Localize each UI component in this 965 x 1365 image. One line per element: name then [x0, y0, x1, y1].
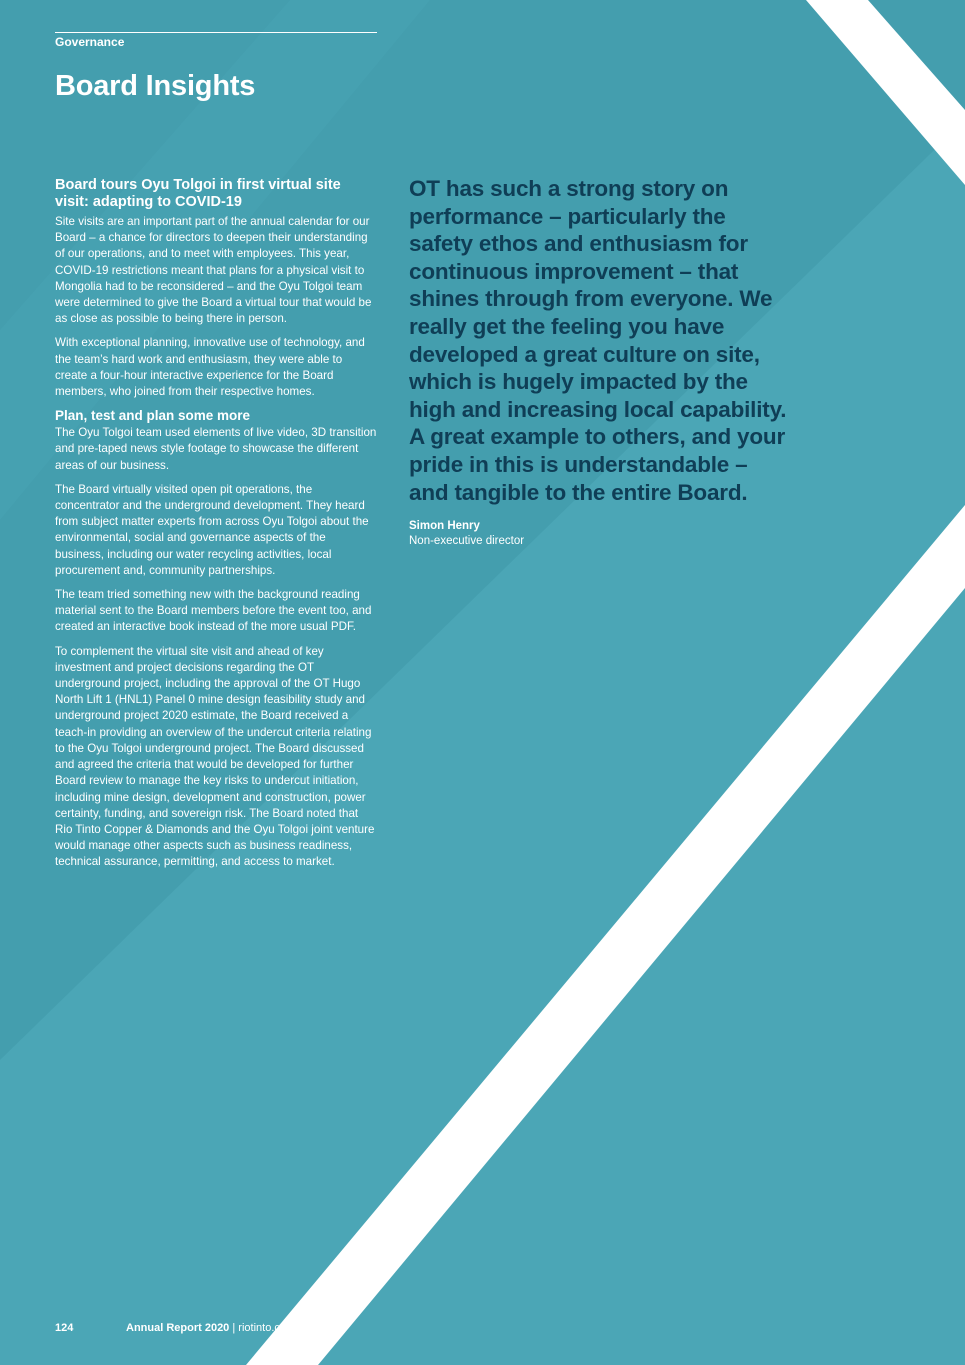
article-heading: Board tours Oyu Tolgoi in first virtual site visit: adapting to COVID-19 — [55, 177, 341, 210]
article-paragraph: With exceptional planning, innovative use of technology, and the team’s hard work and enthusiasm, they were able to create a four-hour interactive experience for the Board members, who joined from their respective homes. — [55, 336, 365, 399]
article-subheading: Plan, test and plan some more — [55, 408, 251, 424]
website-link[interactable]: riotinto.com — [238, 1322, 296, 1334]
page-number: 124 — [55, 1322, 74, 1334]
article-paragraph: Site visits are an important part of the annual calendar for our Board – a chance for directors to deepen their understanding of our operations, and to meet with employees. This year, COVID-19 restrictions meant that plans for a physical visit to Mongolia had to be reconsidered – and the Oyu Tolgoi team were determined to give the Board a virtual tour that would be as close as possible to being there in person. — [55, 215, 372, 326]
article-paragraph: The Oyu Tolgoi team used elements of live video, 3D transition and pre-taped news style footage to showcase the different areas of our business. — [55, 426, 377, 472]
article-column — [55, 177, 377, 879]
quote-text: OT has such a strong story on performance – particularly the safety ethos and enthusiasm for continuous improvement – that shines through from everyone. We really get the feeling you have developed a great culture on site, which is hugely impacted by the high and increasing local capability. A great example to others, and your pride in this is understandable – and tangible to the entire Board. — [409, 176, 787, 505]
article-paragraph: The Board virtually visited open pit operations, the concentrator and the underground development. They heard from subject matter experts from across Oyu Tolgoi about the environmental, social and governance aspects of the business, including our water recycling activities, local procurement and, community partnerships. — [55, 482, 369, 577]
section-label: Governance — [55, 35, 125, 49]
article-paragraph: The team tried something new with the background reading material sent to the Board members before the event too, and created an interactive book instead of the more usual PDF. — [55, 588, 372, 634]
quote-author-role: Non-executive director — [409, 535, 525, 548]
footer-separator: | — [229, 1322, 239, 1334]
quote-author: Simon Henry — [409, 520, 480, 533]
page-title: Board Insights — [55, 70, 256, 102]
footer-publication — [126, 1322, 295, 1334]
article-paragraph: To complement the virtual site visit and ahead of key investment and project decisions regarding the OT underground project, including the approval of the OT Hugo North Lift 1 (HNL1) Panel 0 mine design feasibility study and underground project 2020 estimate, the Board received a teach-in providing an overview of the undercut criteria relating to the Oyu Tolgoi underground project. The Board discussed and agreed the criteria that would be developed for further Board review to manage the key risks to undercut initiation, including mine design, development and construction, power certainty, funding, and sovereign risk. The Board noted that Rio Tinto Copper & Diamonds and the Oyu Tolgoi joint venture would manage other aspects such as business readiness, technical assurance, permitting, and access to market. — [55, 644, 375, 869]
header-rule — [55, 32, 377, 33]
publication-title: Annual Report 2020 — [126, 1322, 230, 1334]
pull-quote — [409, 175, 789, 547]
